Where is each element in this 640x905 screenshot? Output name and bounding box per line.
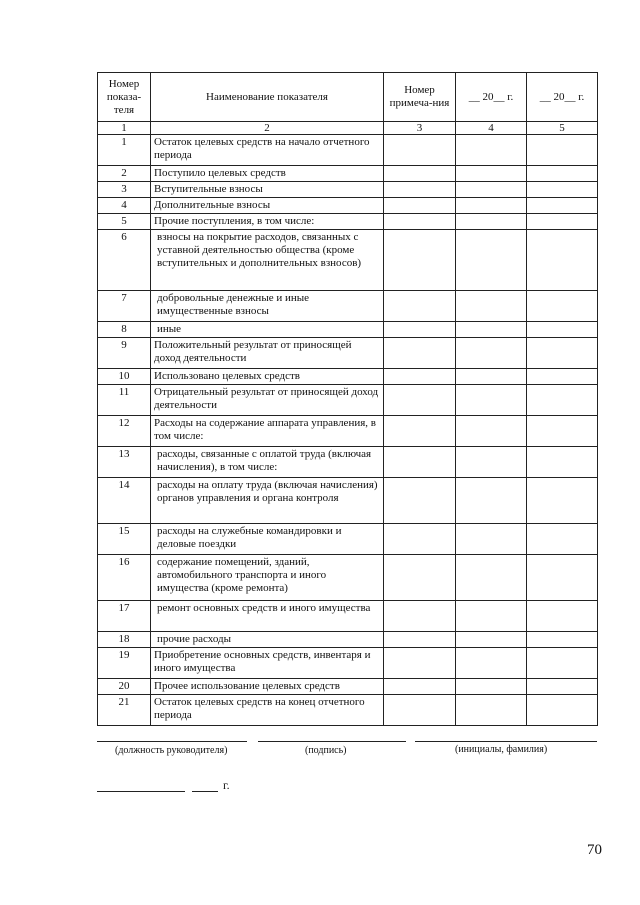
- value-cell-year-2[interactable]: [527, 679, 598, 695]
- value-cell-year-1[interactable]: [456, 338, 527, 369]
- note-cell[interactable]: [384, 198, 456, 214]
- table-header-row: [98, 73, 598, 122]
- row-name: Прочие поступления, в том числе:: [151, 214, 384, 230]
- value-cell-year-2[interactable]: [527, 135, 598, 166]
- value-cell-year-2[interactable]: [527, 291, 598, 322]
- note-cell[interactable]: [384, 447, 456, 478]
- name-line: [415, 741, 597, 742]
- row-number: 14: [98, 478, 151, 524]
- row-name: иные: [151, 322, 384, 338]
- table-row: [98, 198, 598, 214]
- row-number: 16: [98, 555, 151, 601]
- row-number: 6: [98, 230, 151, 291]
- row-number: 2: [98, 166, 151, 182]
- value-cell-year-1[interactable]: [456, 135, 527, 166]
- note-cell[interactable]: [384, 679, 456, 695]
- value-cell-year-1[interactable]: [456, 291, 527, 322]
- value-cell-year-1[interactable]: [456, 679, 527, 695]
- indicators-table: [97, 72, 598, 726]
- row-name: расходы, связанные с оплатой труда (включая начисления), в том числе:: [151, 447, 384, 478]
- row-number: 18: [98, 632, 151, 648]
- note-cell[interactable]: [384, 632, 456, 648]
- row-name: Отрицательный результат от приносящей доход деятельности: [151, 385, 384, 416]
- value-cell-year-1[interactable]: [456, 322, 527, 338]
- row-number: 5: [98, 214, 151, 230]
- row-number: 11: [98, 385, 151, 416]
- signature-line: [258, 741, 406, 742]
- note-cell[interactable]: [384, 601, 456, 632]
- value-cell-year-2[interactable]: [527, 648, 598, 679]
- header-note: Номер примеча-ния: [384, 73, 456, 122]
- table-row: [98, 385, 598, 416]
- value-cell-year-1[interactable]: [456, 198, 527, 214]
- note-cell[interactable]: [384, 478, 456, 524]
- date-line-year: [192, 791, 218, 792]
- value-cell-year-2[interactable]: [527, 198, 598, 214]
- table-row: [98, 369, 598, 385]
- signature-caption: (подпись): [305, 745, 347, 756]
- table-row: [98, 555, 598, 601]
- page-number: 70: [587, 842, 602, 858]
- row-number: 15: [98, 524, 151, 555]
- value-cell-year-1[interactable]: [456, 648, 527, 679]
- date-year-suffix: г.: [223, 778, 230, 792]
- note-cell[interactable]: [384, 524, 456, 555]
- value-cell-year-1[interactable]: [456, 182, 527, 198]
- row-name: Поступило целевых средств: [151, 166, 384, 182]
- value-cell-year-2[interactable]: [527, 230, 598, 291]
- value-cell-year-2[interactable]: [527, 416, 598, 447]
- table-row: [98, 230, 598, 291]
- table-row: [98, 291, 598, 322]
- table-row: [98, 322, 598, 338]
- row-number: 4: [98, 198, 151, 214]
- row-name: расходы на оплату труда (включая начисления) органов управления и органа контроля: [151, 478, 384, 524]
- header-num: Номер показа-теля: [98, 73, 151, 122]
- table-row: [98, 524, 598, 555]
- value-cell-year-2[interactable]: [527, 695, 598, 726]
- note-cell[interactable]: [384, 166, 456, 182]
- row-number: 10: [98, 369, 151, 385]
- row-name: Остаток целевых средств на начало отчетного периода: [151, 135, 384, 166]
- value-cell-year-1[interactable]: [456, 214, 527, 230]
- value-cell-year-2[interactable]: [527, 524, 598, 555]
- value-cell-year-2[interactable]: [527, 214, 598, 230]
- value-cell-year-1[interactable]: [456, 555, 527, 601]
- note-cell[interactable]: [384, 385, 456, 416]
- row-number: 7: [98, 291, 151, 322]
- col-number: 2: [151, 122, 384, 135]
- note-cell[interactable]: [384, 369, 456, 385]
- note-cell[interactable]: [384, 322, 456, 338]
- value-cell-year-1[interactable]: [456, 166, 527, 182]
- value-cell-year-2[interactable]: [527, 555, 598, 601]
- row-name: прочие расходы: [151, 632, 384, 648]
- row-number: 13: [98, 447, 151, 478]
- table-row: [98, 447, 598, 478]
- row-name: Приобретение основных средств, инвентаря и иного имущества: [151, 648, 384, 679]
- value-cell-year-1[interactable]: [456, 416, 527, 447]
- note-cell[interactable]: [384, 695, 456, 726]
- table-row: [98, 182, 598, 198]
- value-cell-year-1[interactable]: [456, 524, 527, 555]
- row-name: добровольные денежные и иные имущественные взносы: [151, 291, 384, 322]
- note-cell[interactable]: [384, 648, 456, 679]
- table-row: [98, 478, 598, 524]
- row-name: Дополнительные взносы: [151, 198, 384, 214]
- value-cell-year-2[interactable]: [527, 369, 598, 385]
- row-number: 3: [98, 182, 151, 198]
- value-cell-year-2[interactable]: [527, 601, 598, 632]
- table-row: [98, 632, 598, 648]
- row-number: 8: [98, 322, 151, 338]
- table-row: [98, 166, 598, 182]
- value-cell-year-1[interactable]: [456, 695, 527, 726]
- row-name: Остаток целевых средств на конец отчетного периода: [151, 695, 384, 726]
- position-line: [97, 741, 247, 742]
- name-caption: (инициалы, фамилия): [455, 744, 548, 755]
- value-cell-year-1[interactable]: [456, 447, 527, 478]
- row-number: 1: [98, 135, 151, 166]
- row-number: 12: [98, 416, 151, 447]
- value-cell-year-1[interactable]: [456, 385, 527, 416]
- note-cell[interactable]: [384, 291, 456, 322]
- row-number: 19: [98, 648, 151, 679]
- table-row: [98, 679, 598, 695]
- row-name: взносы на покрытие расходов, связанных с уставной деятельностью общества (кроме вступительных и дополнительных взносов): [151, 230, 384, 291]
- column-numbers-row: [98, 122, 598, 135]
- position-caption: (должность руководителя): [115, 745, 228, 756]
- value-cell-year-1[interactable]: [456, 230, 527, 291]
- row-name: Положительный результат от приносящей доход деятельности: [151, 338, 384, 369]
- table-row: [98, 416, 598, 447]
- row-name: Вступительные взносы: [151, 182, 384, 198]
- value-cell-year-1[interactable]: [456, 632, 527, 648]
- value-cell-year-2[interactable]: [527, 385, 598, 416]
- table-body: [98, 135, 598, 726]
- row-name: Использовано целевых средств: [151, 369, 384, 385]
- row-name: содержание помещений, зданий, автомобильного транспорта и иного имущества (кроме ремонта): [151, 555, 384, 601]
- table-row: [98, 214, 598, 230]
- date-line-day: [97, 791, 185, 792]
- row-name: Прочее использование целевых средств: [151, 679, 384, 695]
- value-cell-year-2[interactable]: [527, 338, 598, 369]
- note-cell[interactable]: [384, 555, 456, 601]
- table-row: [98, 338, 598, 369]
- row-number: 9: [98, 338, 151, 369]
- col-number: 3: [384, 122, 456, 135]
- header-name: Наименование показателя: [151, 73, 384, 122]
- note-cell[interactable]: [384, 230, 456, 291]
- value-cell-year-1[interactable]: [456, 601, 527, 632]
- value-cell-year-2[interactable]: [527, 447, 598, 478]
- row-number: 21: [98, 695, 151, 726]
- col-number: 5: [527, 122, 598, 135]
- row-name: ремонт основных средств и иного имущества: [151, 601, 384, 632]
- row-number: 17: [98, 601, 151, 632]
- col-number: 4: [456, 122, 527, 135]
- value-cell-year-2[interactable]: [527, 322, 598, 338]
- header-year-1: __ 20__ г.: [456, 73, 527, 122]
- table-row: [98, 601, 598, 632]
- table-row: [98, 135, 598, 166]
- table-row: [98, 695, 598, 726]
- table-row: [98, 648, 598, 679]
- row-name: Расходы на содержание аппарата управления, в том числе:: [151, 416, 384, 447]
- row-number: 20: [98, 679, 151, 695]
- header-year-2: __ 20__ г.: [527, 73, 598, 122]
- value-cell-year-2[interactable]: [527, 632, 598, 648]
- value-cell-year-2[interactable]: [527, 182, 598, 198]
- note-cell[interactable]: [384, 135, 456, 166]
- value-cell-year-2[interactable]: [527, 166, 598, 182]
- row-name: расходы на служебные командировки и деловые поездки: [151, 524, 384, 555]
- note-cell[interactable]: [384, 338, 456, 369]
- note-cell[interactable]: [384, 416, 456, 447]
- value-cell-year-1[interactable]: [456, 478, 527, 524]
- note-cell[interactable]: [384, 182, 456, 198]
- note-cell[interactable]: [384, 214, 456, 230]
- col-number: 1: [98, 122, 151, 135]
- value-cell-year-2[interactable]: [527, 478, 598, 524]
- value-cell-year-1[interactable]: [456, 369, 527, 385]
